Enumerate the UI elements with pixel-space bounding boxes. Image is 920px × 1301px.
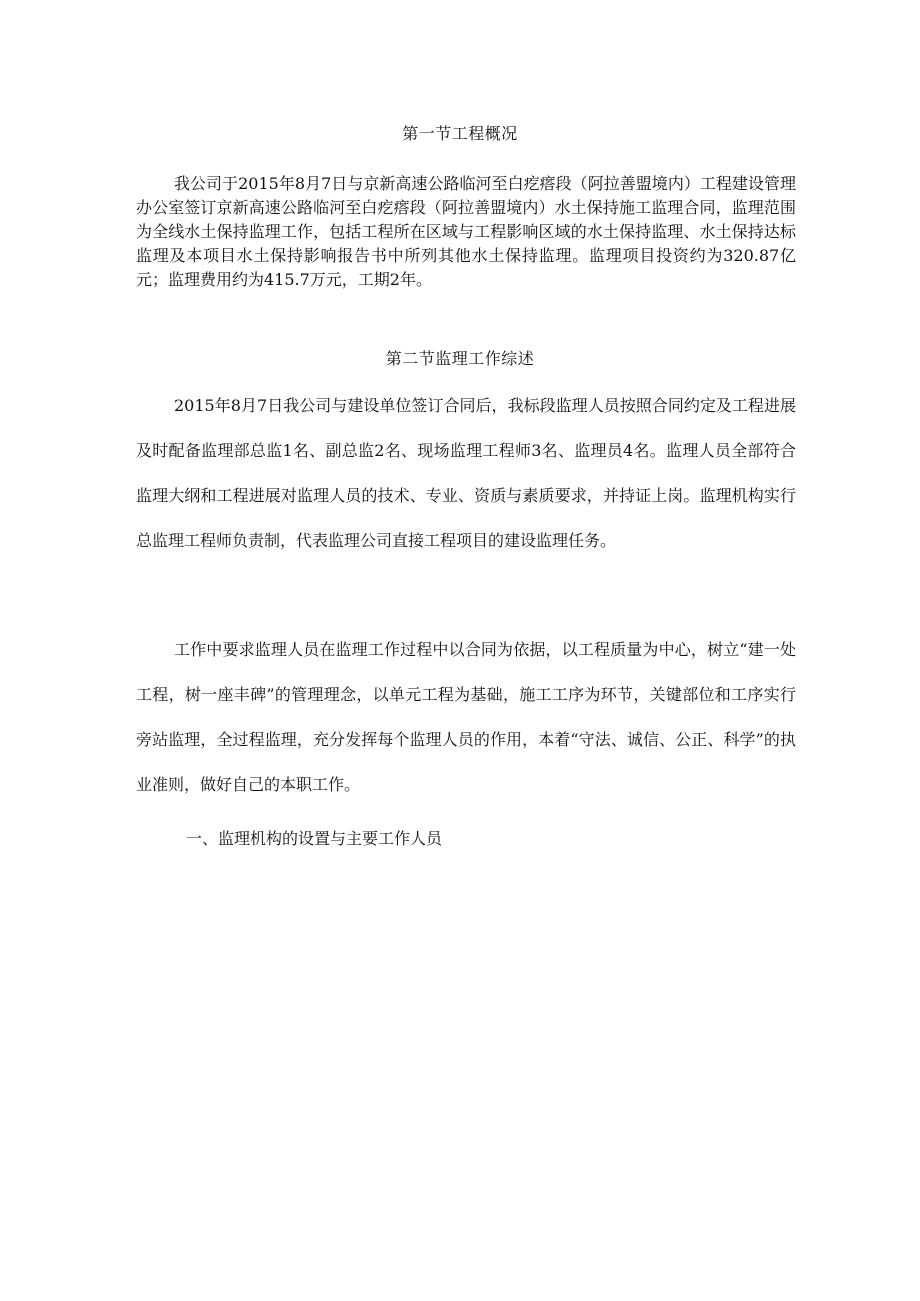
section2-title: 第二节监理工作综述 (385, 349, 535, 368)
section1-paragraph: 我公司于2015年8月7日与京新高速公路临河至白疙瘩段（阿拉善盟境内）工程建设管理办公室签订京新高速公路临河至白疙瘩段（阿拉善盟境内）水土保持施工监理合同，监理范围为全线水土保持监理工作，包括工程所在区域与工程影响区域的水土保持监理、水土保持达标监理及本项目水土保持影响报告书中所列其他水土保持监理。监理项目投资约为320.87亿元；监理费用约为415.7万元，工期2年。 (136, 174, 796, 289)
subsection-heading: 一、监理机构的设置与主要工作人员 (186, 829, 443, 848)
section2-paragraph-2: 工作中要求监理人员在监理工作过程中以合同为依据，以工程质量为中心，树立“建一处工程，树一座丰碑”的管理理念，以单元工程为基础，施工工序为环节，关键部位和工序实行旁站监理，全过程监理，充分发挥每个监理人员的作用，本着“守法、诚信、公正、科学”的执业准则，做好自己的本职工作。 (136, 640, 796, 794)
section1-title: 第一节工程概况 (402, 124, 518, 143)
section2-paragraph-1: 2015年8月7日我公司与建设单位签订合同后，我标段监理人员按照合同约定及工程进展及时配备监理部总监1名、副总监2名、现场监理工程师3名、监理员4名。监理人员全部符合监理大纲和工程进展对监理人员的技术、专业、资质与素质要求，并持证上岗。监理机构实行总监理工程师负责制，代表监理公司直接工程项目的建设监理任务。 (136, 396, 796, 550)
